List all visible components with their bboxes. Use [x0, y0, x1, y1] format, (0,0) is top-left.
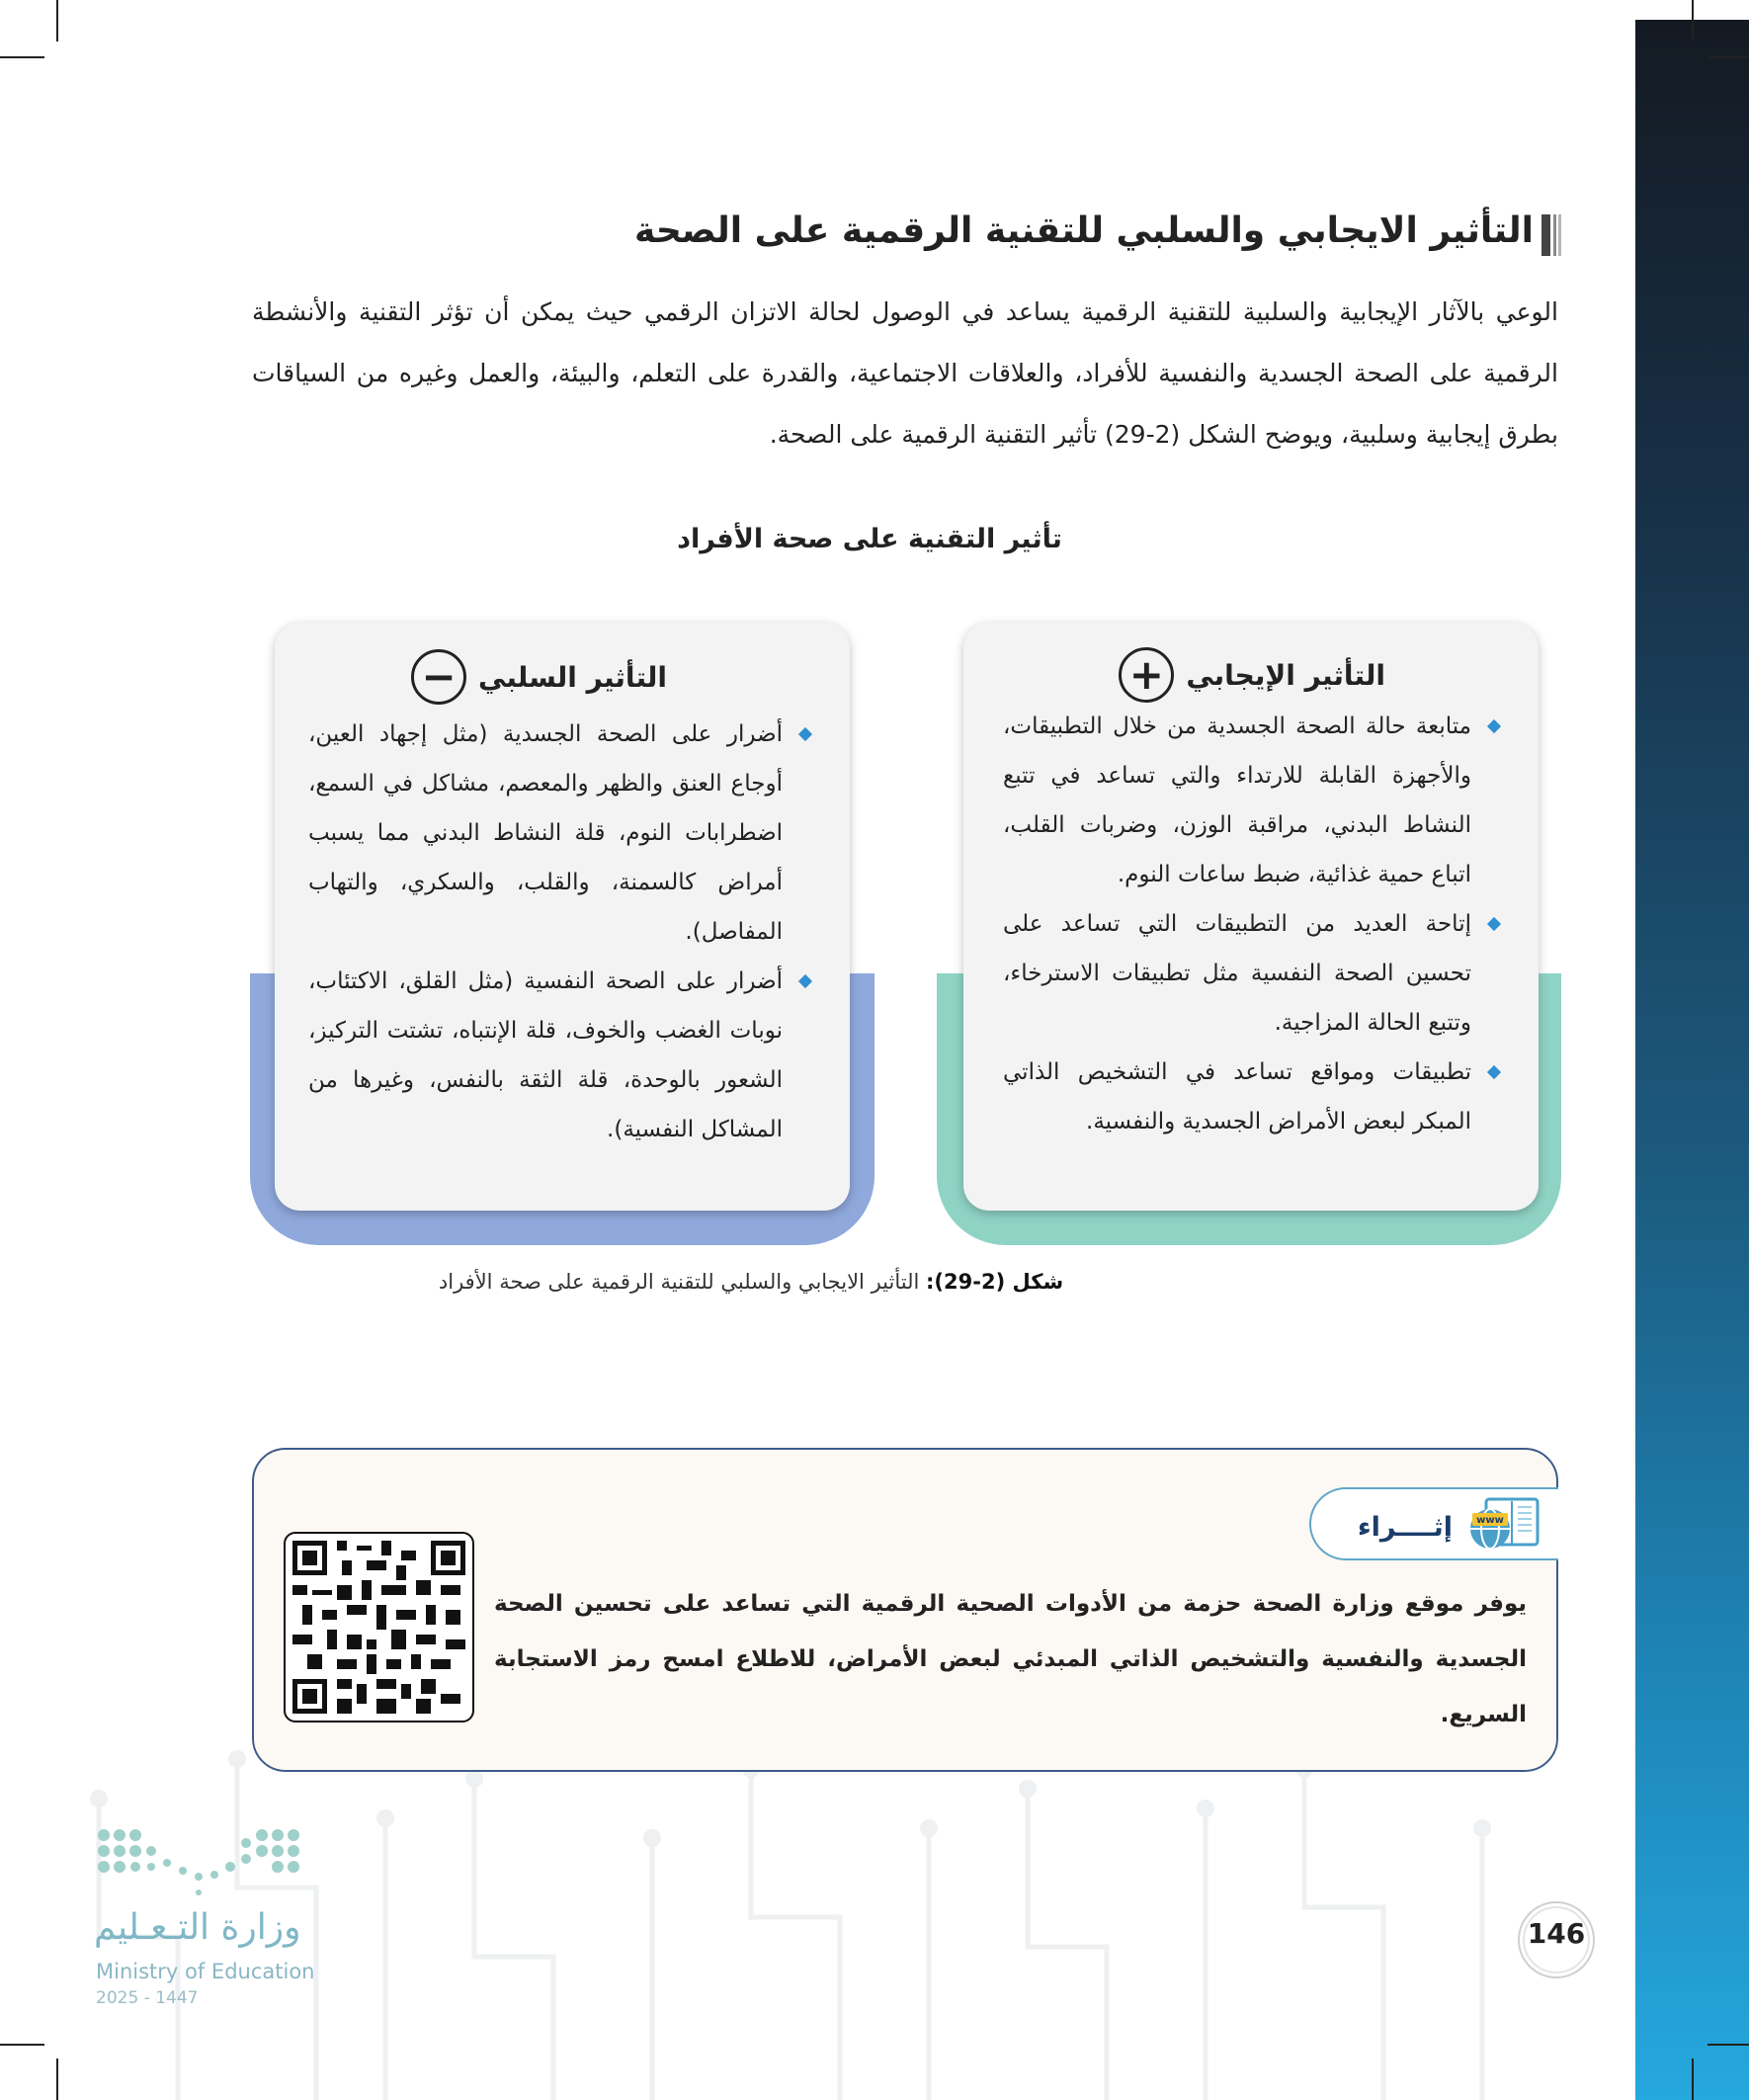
crop-mark: [0, 2044, 44, 2046]
list-item: أضرار على الصحة الجسدية (مثل إجهاد العين، أوجاع العنق والظهر والمعصم، مشاكل في السمع، اضطرابات النوم، قلة النشاط البدني مما يسبب أمراض كالسمنة، والقلب، والسكري، والتهاب المفاصل).: [308, 710, 810, 957]
list-item: إتاحة العديد من التطبيقات التي تساعد على تحسين الصحة النفسية مثل تطبيقات الاسترخاء، وتتبع الحالة المزاجية.: [1003, 899, 1499, 1048]
negative-card-header: [411, 649, 667, 705]
enrichment-text: يوفر موقع وزارة الصحة حزمة من الأدوات الصحية الرقمية التي تساعد على تحسين الصحة الجسدية والنفسية والتشخيص الذاتي المبدئي لبعض الأمراض، للاطلاع امسح رمز الاستجابة السريع.: [494, 1591, 1527, 1727]
ministry-year: 2025 - 1447: [96, 1988, 199, 2008]
web-book-icon: [1462, 1493, 1543, 1554]
www-label: www: [1476, 1515, 1504, 1526]
title-marker-icon: [1541, 214, 1561, 256]
ministry-name-arabic: وزارة التـعـليم: [94, 1907, 301, 1948]
negative-impact-card: [275, 623, 850, 1211]
crop-mark: [1707, 56, 1749, 58]
figure-title: تأثير التقنية على صحة الأفراد: [677, 524, 1062, 554]
plus-icon: +: [1119, 647, 1174, 703]
crop-mark: [1692, 2058, 1694, 2100]
negative-heading: التأثير السلبي: [478, 660, 667, 694]
positive-impact-card: [963, 623, 1539, 1211]
crop-mark: [1692, 0, 1694, 42]
crop-mark: [0, 56, 44, 58]
crop-mark: [56, 0, 58, 42]
page-side-bar: [1635, 20, 1749, 2100]
intro-paragraph: الوعي بالآثار الإيجابية والسلبية للتقنية الرقمية يساعد في الوصول لحالة الاتزان الرقمي حيث يمكن أن تؤثر التقنية والأنشطة الرقمية على الصحة الجسدية والنفسية للأفراد، والعلاقات الاجتماعية، والقدرة على التعلم، والبيئة، والعمل وغيره من السياقات بطرق إيجابية وسلبية، ويوضح الشكل (2-29) تأثير التقنية الرقمية على الصحة.: [252, 297, 1558, 449]
positive-list: [1003, 702, 1499, 1146]
positive-card-header: [1119, 647, 1385, 703]
qr-code[interactable]: [284, 1532, 474, 1722]
enrichment-label: إثــــراء: [1357, 1512, 1453, 1543]
caption-text: التأثير الايجابي والسلبي للتقنية الرقمية على صحة الأفراد: [438, 1270, 920, 1294]
positive-heading: التأثير الإيجابي: [1186, 658, 1385, 692]
page-number: 146: [1527, 1917, 1586, 1950]
negative-list: [308, 710, 810, 1154]
list-item: متابعة حالة الصحة الجسدية من خلال التطبيقات، والأجهزة القابلة للارتداء والتي تساعد في تتبع النشاط البدني، مراقبة الوزن، وضربات القلب، اتباع حمية غذائية، ضبط ساعات النوم.: [1003, 702, 1499, 899]
list-item: أضرار على الصحة النفسية (مثل القلق، الاكتئاب، نوبات الغضب والخوف، قلة الإنتباه، تشتت التركيز، الشعور بالوحدة، قلة الثقة بالنفس، وغيرها من المشاكل النفسية).: [308, 957, 810, 1154]
minus-icon: −: [411, 649, 466, 705]
crop-mark: [1707, 2044, 1749, 2046]
caption-label: شكل (2-29):: [926, 1270, 1064, 1294]
section-title: التأثير الايجابي والسلبي للتقنية الرقمية على الصحة: [634, 210, 1534, 251]
list-item: تطبيقات ومواقع تساعد في التشخيص الذاتي المبكر لبعض الأمراض الجسدية والنفسية.: [1003, 1048, 1499, 1146]
ministry-name-english: Ministry of Education: [96, 1960, 315, 1983]
figure-caption: [296, 1270, 1206, 1294]
crop-mark: [56, 2058, 58, 2100]
